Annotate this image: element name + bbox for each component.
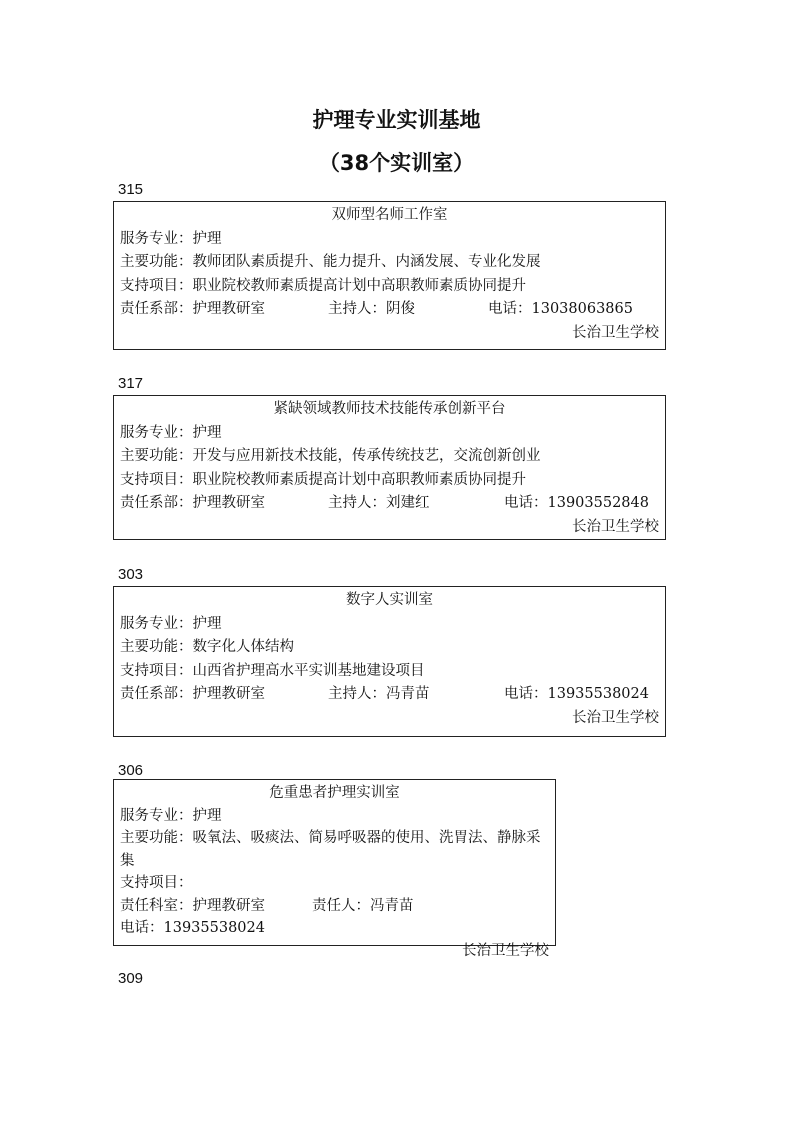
room-host: 主持人：刘建红 <box>328 495 430 511</box>
room-name: 危重患者护理实训室 <box>269 785 400 801</box>
room-major: 服务专业：护理 <box>120 424 222 441</box>
room-function: 主要功能：数字化人体结构 <box>120 639 294 655</box>
room-school: 长治卫生学校 <box>572 324 659 341</box>
room-major: 服务专业：护理 <box>120 807 222 824</box>
room-phone: 电话：13903552848 <box>504 495 649 511</box>
room-project: 支持项目：职业院校教师素质提高计划中高职教师素质协同提升 <box>120 471 526 488</box>
room-number: 317 <box>118 375 144 392</box>
room-school: 长治卫生学校 <box>572 518 659 535</box>
room-major: 服务专业：护理 <box>120 230 222 247</box>
room-card <box>113 201 666 350</box>
room-dept: 责任系部：护理教研室 <box>120 495 265 511</box>
room-host: 责任人：冯青苗 <box>312 897 414 914</box>
room-name: 紧缺领域教师技术技能传承创新平台 <box>273 401 506 417</box>
room-function: 主要功能：教师团队素质提升、能力提升、内涵发展、专业化发展 <box>120 254 541 270</box>
room-phone: 电话：13038063865 <box>488 301 633 317</box>
room-function: 主要功能：吸氧法、吸痰法、简易呼吸器的使用、洗胃法、静脉采集 <box>120 830 541 869</box>
room-phone: 电话：13935538024 <box>504 686 649 702</box>
room-number: 315 <box>118 181 144 198</box>
page-subtitle: （38个实训室） <box>318 151 475 175</box>
room-major: 服务专业：护理 <box>120 615 222 632</box>
room-responsible <box>120 298 659 322</box>
room-card <box>113 395 666 540</box>
room-function: 主要功能：开发与应用新技术技能，传承传统技艺，交流创新创业 <box>120 448 541 464</box>
room-number: 303 <box>118 566 144 583</box>
room-number: 309 <box>118 970 144 987</box>
room-host: 主持人：阴俊 <box>328 301 415 317</box>
room-dept: 责任系部：护理教研室 <box>120 301 265 317</box>
room-responsible <box>120 683 659 707</box>
room-school: 长治卫生学校 <box>572 709 659 726</box>
room-responsible <box>120 895 549 940</box>
room-school: 长治卫生学校 <box>462 942 549 959</box>
room-card <box>113 779 556 959</box>
room-number: 306 <box>118 762 144 779</box>
room-project: 支持项目： <box>120 875 193 891</box>
room-name: 双师型名师工作室 <box>331 207 448 223</box>
room-phone: 电话：13935538024 <box>120 920 265 936</box>
room-name: 数字人实训室 <box>346 592 433 608</box>
room-host: 主持人：冯青苗 <box>328 686 430 702</box>
room-responsible <box>120 492 659 516</box>
room-dept: 责任系部：护理教研室 <box>120 686 265 702</box>
room-project: 支持项目：山西省护理高水平实训基地建设项目 <box>120 662 425 679</box>
room-dept: 责任科室：护理教研室 <box>120 897 265 914</box>
room-card <box>113 586 666 737</box>
room-project: 支持项目：职业院校教师素质提高计划中高职教师素质协同提升 <box>120 277 526 294</box>
page-title: 护理专业实训基地 <box>312 108 481 132</box>
